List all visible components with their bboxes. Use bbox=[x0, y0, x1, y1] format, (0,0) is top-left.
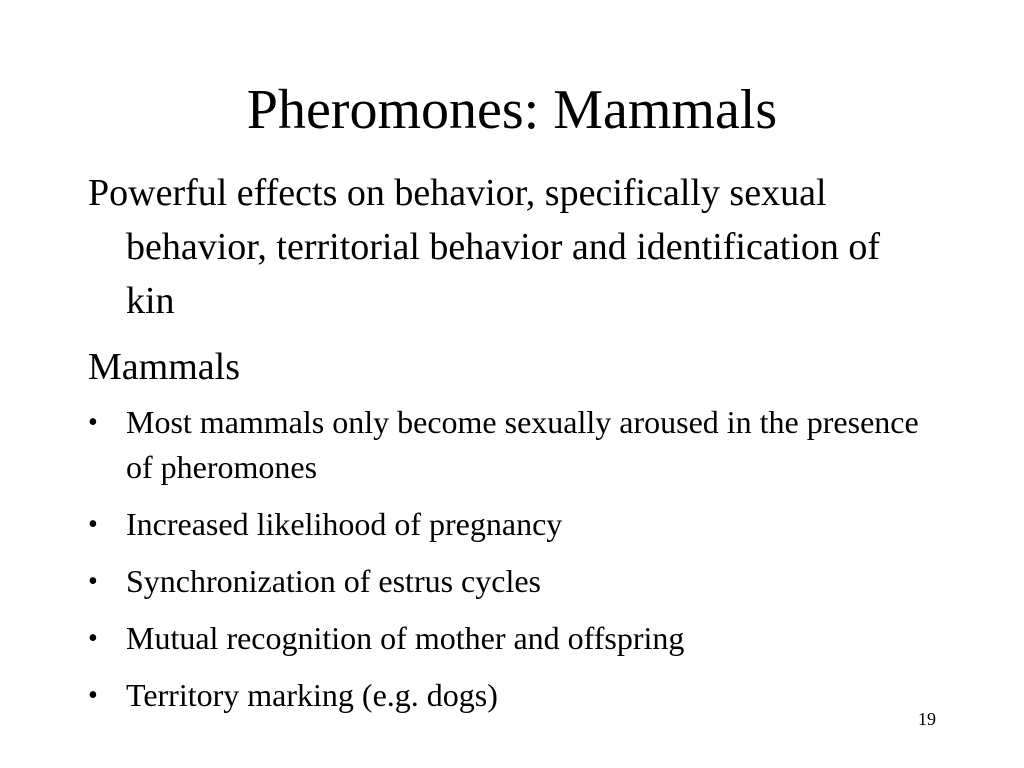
bullet-icon: • bbox=[88, 566, 98, 597]
page-number: 19 bbox=[918, 709, 936, 729]
bullet-text: Mutual recognition of mother and offspring bbox=[126, 620, 685, 656]
slide-title: Pheromones: Mammals bbox=[246, 79, 778, 141]
bullet-icon: • bbox=[88, 623, 98, 654]
bullet-list bbox=[88, 400, 928, 718]
bullet-text: Most mammals only become sexually aroused in the presence of pheromones bbox=[126, 404, 919, 485]
bullet-icon: • bbox=[88, 407, 98, 438]
section-heading: Mammals bbox=[88, 346, 240, 388]
bullet-icon: • bbox=[88, 680, 98, 711]
slide-body bbox=[88, 166, 928, 730]
bullet-text: Territory marking (e.g. dogs) bbox=[126, 677, 498, 713]
bullet-item bbox=[88, 616, 928, 661]
bullet-item bbox=[88, 502, 928, 547]
bullet-text: Increased likelihood of pregnancy bbox=[126, 506, 563, 542]
bullet-item bbox=[88, 400, 928, 490]
bullet-item bbox=[88, 673, 928, 718]
bullet-icon: • bbox=[88, 509, 98, 540]
bullet-item bbox=[88, 559, 928, 604]
intro-paragraph: Powerful effects on behavior, specifically sexual behavior, territorial behavior and identification of kin bbox=[88, 172, 880, 322]
bullet-text: Synchronization of estrus cycles bbox=[126, 563, 541, 599]
